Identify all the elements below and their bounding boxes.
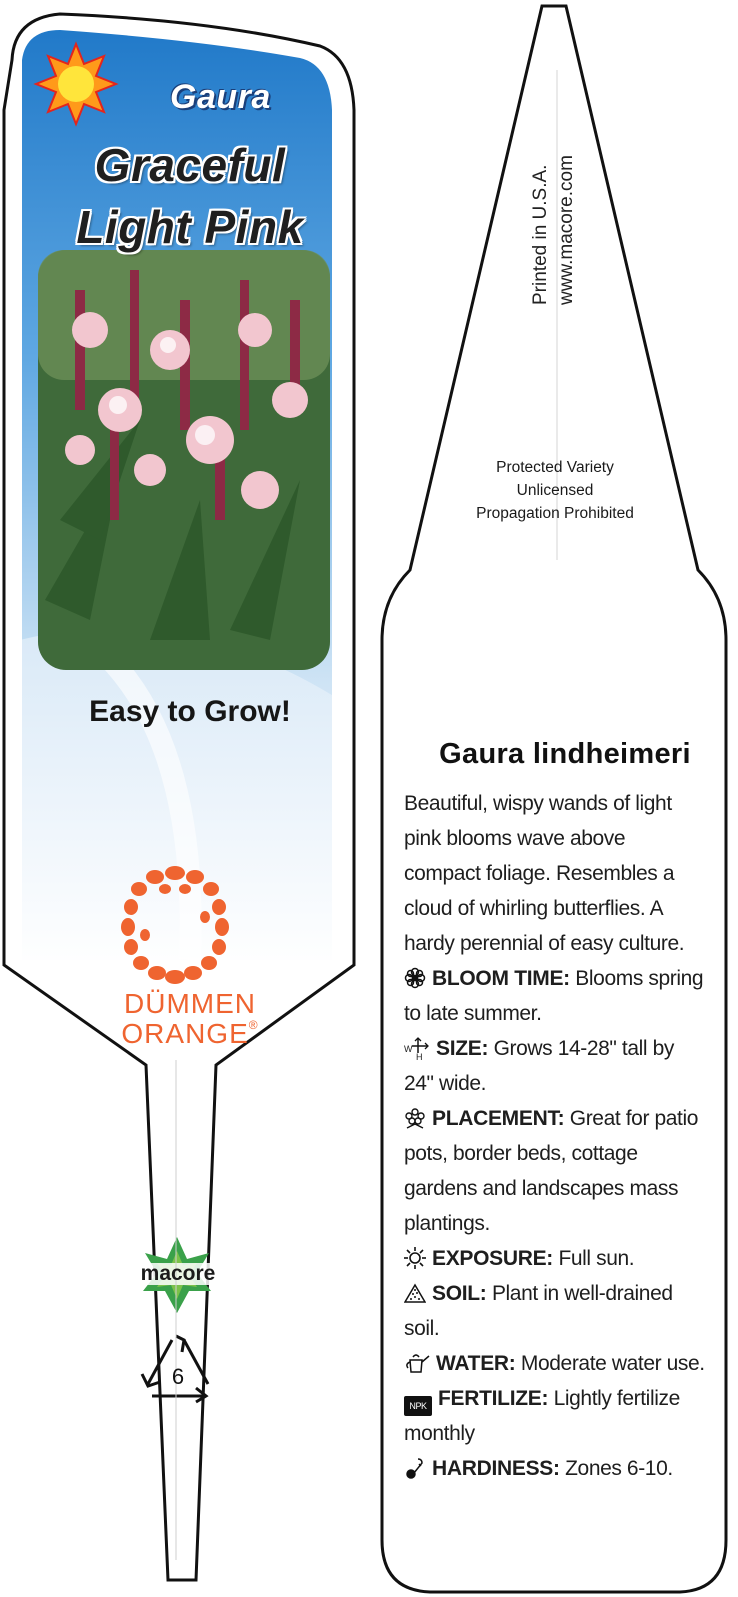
water-row (404, 1346, 722, 1381)
registered-mark: ® (248, 1018, 259, 1032)
size-arrows-icon (412, 1037, 430, 1055)
macore-logo-text: macore (140, 1262, 216, 1285)
fertilize-text: Lightly fertilize (553, 1387, 680, 1410)
hardiness-row (404, 1451, 722, 1486)
print-info (528, 120, 588, 320)
npk-icon: NPK (404, 1396, 432, 1416)
fertilize-text-continued: monthly (404, 1422, 475, 1445)
description-line: hardy perennial of easy culture. (404, 932, 685, 955)
fertilize-row (404, 1381, 722, 1416)
protected-line3: Propagation Prohibited (476, 505, 634, 522)
placement-text: Great for patio (569, 1107, 699, 1130)
placement-row (404, 1101, 722, 1136)
website-text: www.macore.com (556, 155, 577, 305)
exposure-text: Full sun. (558, 1247, 635, 1270)
soil-row (404, 1276, 722, 1311)
exposure-row (404, 1241, 722, 1276)
size-text-continued: 24" wide. (404, 1072, 487, 1095)
protected-variety-notice (440, 456, 670, 525)
soil-text-continued: soil. (404, 1317, 440, 1340)
watering-can-icon (404, 1352, 430, 1374)
size-row (404, 1031, 722, 1066)
plant-photo (38, 250, 330, 670)
bloom-time-text: Blooms spring (575, 967, 704, 990)
description-line: cloud of whirling butterflies. A (404, 897, 664, 920)
size-label: SIZE: (436, 1037, 489, 1060)
description-line: compact foliage. Resembles a (404, 862, 675, 885)
recycle-number: 6 (171, 1364, 185, 1389)
protected-line1: Protected Variety (496, 459, 614, 476)
bloom-time-text-continued: to late summer. (404, 1002, 542, 1025)
hardiness-text: Zones 6-10. (565, 1457, 673, 1480)
variety-name-line1: Graceful (94, 139, 286, 191)
bloom-time-label: BLOOM TIME: (432, 967, 570, 990)
soil-mound-icon (404, 1282, 426, 1304)
hardiness-label: HARDINESS: (432, 1457, 560, 1480)
protected-line2: Unlicensed (516, 482, 594, 499)
description-line: pink blooms wave above (404, 827, 626, 850)
placement-text-continued: plantings. (404, 1212, 490, 1235)
sun-outline-icon (404, 1247, 426, 1269)
flower-icon (404, 967, 426, 989)
thermometer-icon (404, 1457, 426, 1479)
bloom-time-row (404, 961, 722, 996)
sun-icon (36, 44, 116, 124)
water-text: Moderate water use. (520, 1352, 705, 1375)
size-icon (404, 1037, 430, 1062)
brand-name-line1: DÜMMEN (124, 988, 256, 1019)
printed-in-text: Printed in U.S.A. (530, 164, 551, 305)
tagline: Easy to Grow! (89, 695, 291, 728)
variety-name-line2: Light Pink (76, 201, 304, 253)
water-label: WATER: (436, 1352, 516, 1375)
fertilize-label: FERTILIZE: (438, 1387, 549, 1410)
placement-text-continued: pots, border beds, cottage (404, 1142, 638, 1165)
soil-text: Plant in well-drained (491, 1282, 673, 1305)
placement-label: PLACEMENT: (432, 1107, 565, 1130)
placement-text-continued: gardens and landscapes mass (404, 1177, 679, 1200)
plant-cluster-icon (404, 1107, 426, 1129)
size-width-letter: W (404, 1044, 413, 1054)
genus-title: Gaura (170, 78, 271, 116)
brand-name-line2: ORANGE® (121, 1018, 259, 1049)
size-height-letter: H (416, 1052, 423, 1062)
size-text: Grows 14-28" tall by (493, 1037, 674, 1060)
exposure-label: EXPOSURE: (432, 1247, 553, 1270)
soil-label: SOIL: (432, 1282, 487, 1305)
care-info (404, 786, 722, 1486)
description-line: Beautiful, wispy wands of light (404, 792, 672, 815)
botanical-name: Gaura lindheimeri (439, 738, 691, 770)
